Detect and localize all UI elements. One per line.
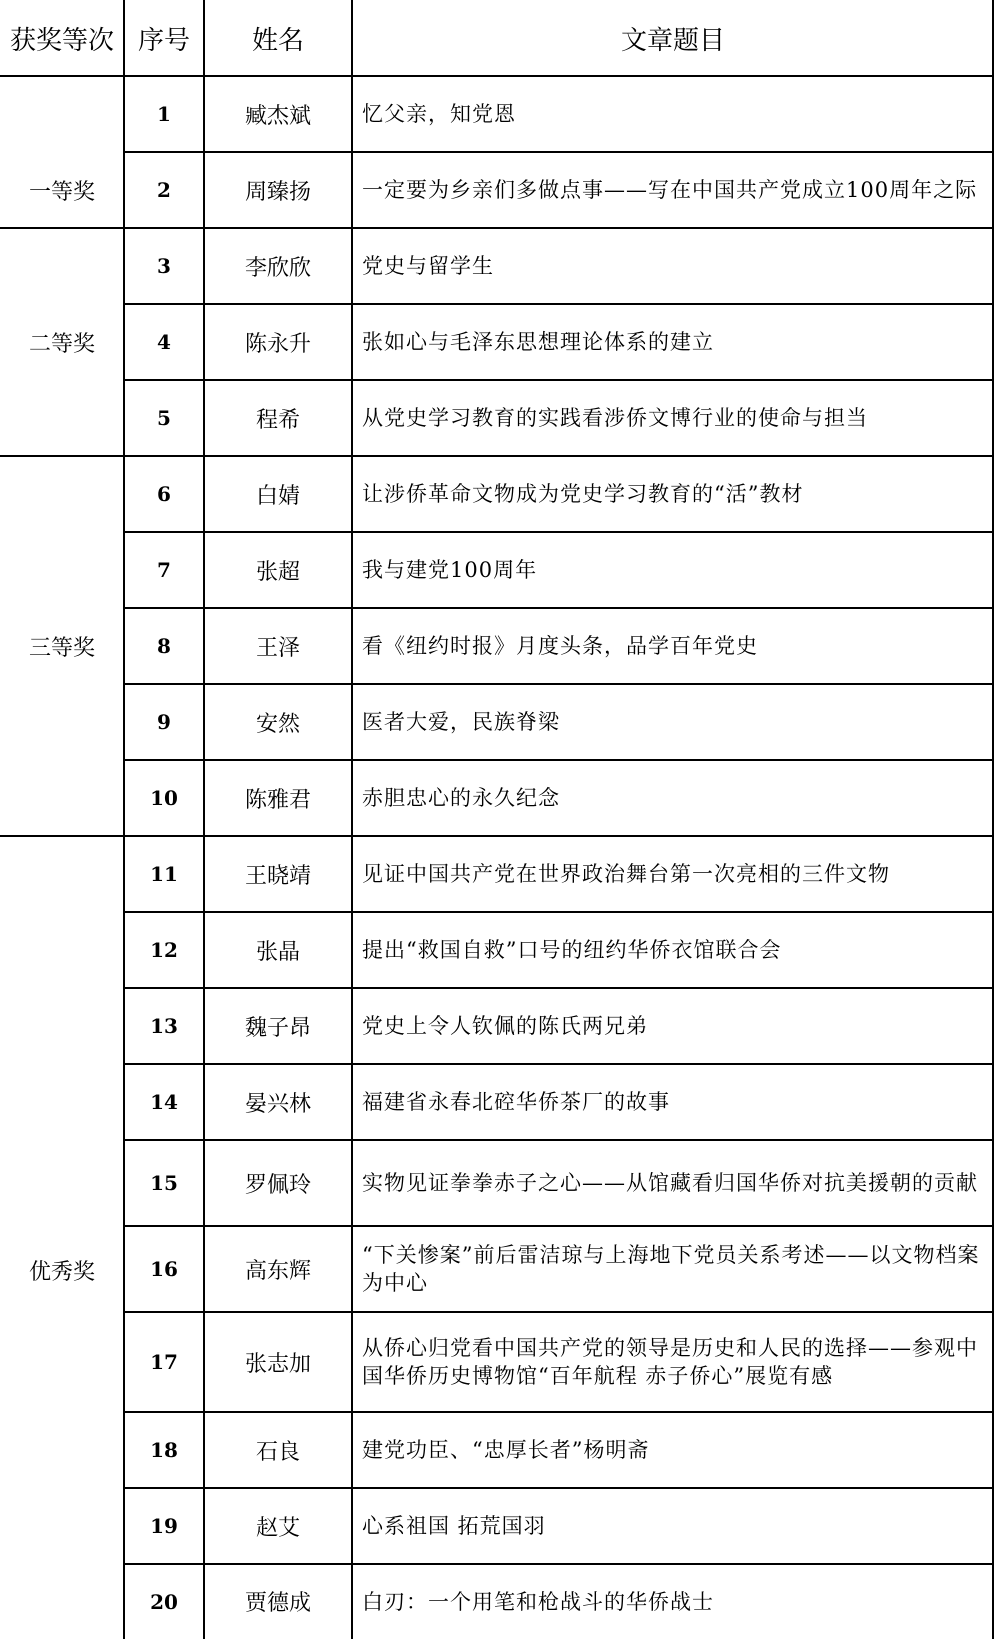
column-divider	[203, 0, 205, 1639]
row-number: 5	[157, 406, 171, 430]
author-name: 王晓靖	[244, 863, 311, 889]
row-number: 14	[150, 1090, 178, 1114]
table-row	[0, 76, 994, 152]
row-number: 8	[157, 634, 171, 658]
row-divider	[124, 1063, 994, 1065]
author-name: 罗佩玲	[244, 1172, 311, 1198]
row-number: 13	[150, 1014, 178, 1038]
column-divider	[351, 0, 353, 1639]
row-divider	[124, 987, 994, 989]
row-number: 6	[157, 482, 171, 506]
table-row	[0, 836, 994, 912]
row-divider	[124, 1225, 994, 1227]
table-row	[0, 1412, 994, 1488]
article-title: 白刃：一个用笔和枪战斗的华侨战士	[362, 1589, 714, 1614]
table-row	[0, 380, 994, 456]
article-title: 党史上令人钦佩的陈氏两兄弟	[362, 1014, 648, 1038]
article-title: 实物见证拳拳赤子之心——从馆藏看归国华侨对抗美援朝的贡献	[362, 1171, 978, 1195]
author-name: 白婧	[255, 483, 300, 509]
row-divider	[124, 1487, 994, 1489]
row-number: 9	[157, 710, 171, 734]
article-title: 提出“救国自救”口号的纽约华侨衣馆联合会	[362, 938, 782, 962]
row-divider	[0, 835, 994, 837]
article-title: 心系祖国 拓荒国羽	[362, 1514, 546, 1538]
article-title: 建党功臣、“忠厚长者”杨明斋	[362, 1438, 650, 1462]
author-name: 高东辉	[244, 1258, 311, 1284]
article-title: 福建省永春北硿华侨茶厂的故事	[362, 1090, 670, 1114]
article-title: 从党史学习教育的实践看涉侨文博行业的使命与担当	[362, 406, 868, 430]
author-name: 程希	[255, 407, 300, 433]
table-row	[0, 1488, 994, 1564]
table-row	[0, 684, 994, 760]
column-divider	[123, 0, 125, 1639]
table-row	[0, 760, 994, 836]
author-name: 魏子昂	[244, 1015, 311, 1041]
table-row	[0, 304, 994, 380]
table-row	[0, 1564, 994, 1639]
row-number: 19	[150, 1514, 178, 1538]
row-divider	[0, 455, 994, 457]
row-divider	[124, 531, 994, 533]
author-name: 张志加	[244, 1351, 311, 1377]
table-row	[0, 1312, 994, 1412]
author-name: 张晶	[255, 939, 300, 965]
row-divider	[124, 607, 994, 609]
row-number: 10	[150, 786, 178, 810]
award-group-label: 三等奖	[28, 635, 95, 661]
row-divider	[124, 151, 994, 153]
row-number: 4	[157, 330, 171, 354]
award-group-label: 优秀奖	[28, 1259, 95, 1285]
author-name: 王泽	[255, 635, 300, 661]
author-name: 石良	[255, 1439, 300, 1465]
header-num: 序号	[137, 25, 190, 56]
author-name: 贾德成	[244, 1591, 311, 1616]
article-title: 党史与留学生	[362, 254, 494, 278]
table-row	[0, 456, 994, 532]
article-title: “下关惨案”前后雷洁琼与上海地下党员关系考述——以文物档案为中心	[362, 1243, 980, 1295]
author-name: 周臻扬	[244, 179, 311, 205]
header-award: 获奖等次	[9, 25, 114, 56]
award-group-label: 二等奖	[28, 331, 95, 357]
article-title: 医者大爱，民族脊梁	[362, 710, 560, 734]
author-name: 陈雅君	[244, 787, 311, 813]
row-divider	[124, 303, 994, 305]
row-number: 1	[157, 102, 171, 126]
table-row	[0, 608, 994, 684]
award-group-label: 一等奖	[28, 179, 95, 205]
author-name: 张超	[255, 559, 300, 585]
header-title: 文章题目	[620, 25, 725, 56]
header-name: 姓名	[251, 25, 304, 56]
article-title: 张如心与毛泽东思想理论体系的建立	[362, 330, 714, 354]
row-number: 12	[150, 938, 178, 962]
article-title: 让涉侨革命文物成为党史学习教育的“活”教材	[362, 482, 804, 506]
row-divider	[124, 1411, 994, 1413]
author-name: 李欣欣	[244, 255, 311, 281]
row-number: 16	[150, 1257, 178, 1281]
row-divider	[124, 683, 994, 685]
author-name: 晏兴林	[244, 1091, 311, 1117]
table-row	[0, 988, 994, 1064]
row-number: 15	[150, 1171, 178, 1195]
row-divider	[124, 1139, 994, 1141]
table-row	[0, 228, 994, 304]
author-name: 陈永升	[244, 331, 311, 357]
row-number: 18	[150, 1438, 178, 1462]
author-name: 安然	[255, 711, 300, 737]
article-title: 一定要为乡亲们多做点事——写在中国共产党成立100周年之际	[362, 178, 978, 202]
table-row	[0, 1226, 994, 1312]
row-divider	[124, 379, 994, 381]
author-name: 赵艾	[255, 1515, 300, 1541]
row-number: 7	[157, 558, 171, 582]
row-number: 17	[150, 1350, 178, 1374]
row-number: 3	[157, 254, 171, 278]
row-number: 2	[157, 178, 171, 202]
author-name: 臧杰斌	[244, 103, 311, 129]
row-divider	[124, 911, 994, 913]
table-row	[0, 1140, 994, 1226]
row-divider	[124, 759, 994, 761]
table-row	[0, 1064, 994, 1140]
row-divider	[124, 1563, 994, 1565]
row-divider	[0, 227, 994, 229]
article-title: 看《纽约时报》月度头条，品学百年党史	[362, 634, 758, 658]
article-title: 我与建党100周年	[362, 558, 538, 582]
table-row	[0, 532, 994, 608]
table-row	[0, 912, 994, 988]
article-title: 从侨心归党看中国共产党的领导是历史和人民的选择——参观中国华侨历史博物馆“百年航程 赤子侨心”展览有感	[362, 1336, 978, 1388]
article-title: 赤胆忠心的永久纪念	[362, 786, 560, 810]
row-number: 20	[150, 1589, 178, 1614]
article-title: 忆父亲，知党恩	[362, 102, 516, 126]
article-title: 见证中国共产党在世界政治舞台第一次亮相的三件文物	[362, 862, 890, 886]
row-divider	[0, 75, 994, 77]
row-divider	[124, 1311, 994, 1313]
table-row	[0, 152, 994, 228]
row-number: 11	[150, 862, 178, 886]
